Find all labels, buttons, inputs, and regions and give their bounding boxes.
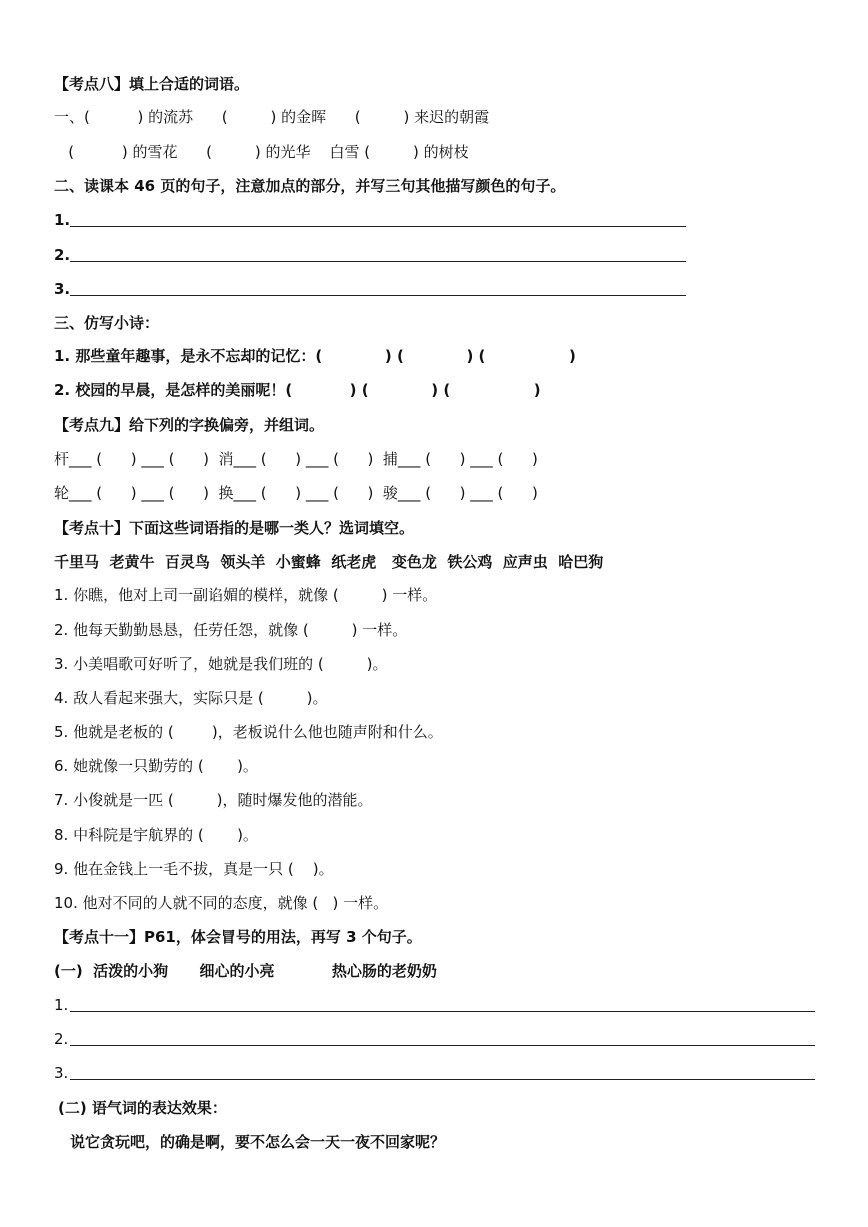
write-line-2[interactable] <box>70 261 686 262</box>
section-10-item-6: 6. 她就像一只勤劳的 ( )。 <box>54 757 258 775</box>
s11-write-label-3: 3. <box>54 1064 69 1082</box>
section-10-item-8: 8. 中科院是宇航界的 ( )。 <box>54 826 258 844</box>
write-line-label-2: 2. <box>54 246 71 264</box>
section-10-item-3: 3. 小美唱歌可好听了，她就是我们班的 ( )。 <box>54 655 388 673</box>
section-9-row-1: 杆___ ( ) ___ ( ) 消___ ( ) ___ ( ) 捕___ ( ) ___ ( ) <box>54 450 538 468</box>
section-10-item-10: 10. 他对不同的人就不同的态度，就像 ( ) 一样。 <box>54 894 389 912</box>
section-10-item-7: 7. 小俊就是一匹 ( )，随时爆发他的潜能。 <box>54 791 373 809</box>
section-11-sentence: 说它贪玩吧，的确是啊，要不怎么会一天一夜不回家呢？ <box>70 1133 446 1151</box>
section-11-heading: 【考点十一】P61，体会冒号的用法，再写 3 个句子。 <box>54 928 422 946</box>
write-line-label-1: 1. <box>54 211 71 229</box>
section-8-heading: 【考点八】填上合适的词语。 <box>54 75 250 93</box>
section-8-row-1: 一、( ) 的流苏 ( ) 的金晖 ( ) 来迟的朝霞 <box>54 108 490 126</box>
section-8b-heading: 二、读课本 46 页的句子，注意加点的部分，并写三句其他描写颜色的句子。 <box>54 177 566 195</box>
section-11-sub-2: (二) 语气词的表达效果： <box>58 1099 227 1117</box>
s11-write-line-3[interactable] <box>70 1079 815 1080</box>
section-10-item-1: 1. 你瞧，他对上司一副谄媚的模样，就像 ( ) 一样。 <box>54 586 438 604</box>
s11-write-line-1[interactable] <box>70 1011 815 1012</box>
section-8c-heading: 三、仿写小诗： <box>54 314 160 332</box>
s11-write-label-1: 1. <box>54 996 69 1014</box>
s11-write-line-2[interactable] <box>70 1045 815 1046</box>
section-11-sub-1: (一) 活泼的小狗 细心的小亮 热心肠的老奶奶 <box>54 962 437 980</box>
section-10-item-2: 2. 他每天勤勤恳恳，任劳任怨，就像 ( ) 一样。 <box>54 621 408 639</box>
poem-line-2: 2. 校园的早晨，是怎样的美丽呢！( ) ( ) ( ) <box>54 381 541 399</box>
write-line-3[interactable] <box>70 295 686 296</box>
s11-write-label-2: 2. <box>54 1030 69 1048</box>
write-line-label-3: 3. <box>54 280 71 298</box>
section-10-heading: 【考点十】下面这些词语指的是哪一类人？选词填空。 <box>54 519 415 537</box>
section-10-item-9: 9. 他在金钱上一毛不拔，真是一只 ( )。 <box>54 860 334 878</box>
section-10-item-5: 5. 他就是老板的 ( )，老板说什么他也随声附和什么。 <box>54 723 443 741</box>
section-9-heading: 【考点九】给下列的字换偏旁，并组词。 <box>54 416 325 434</box>
poem-line-1: 1. 那些童年趣事，是永不忘却的记忆：( ) ( ) ( ) <box>54 347 576 365</box>
write-line-1[interactable] <box>70 226 686 227</box>
section-10-item-4: 4. 敌人看起来强大，实际只是 ( )。 <box>54 689 328 707</box>
section-9-row-2: 轮___ ( ) ___ ( ) 换___ ( ) ___ ( ) 骏___ ( ) ___ ( ) <box>54 484 538 502</box>
section-10-word-bank: 千里马 老黄牛 百灵鸟 领头羊 小蜜蜂 纸老虎 变色龙 铁公鸡 应声虫 哈巴狗 <box>54 553 604 571</box>
section-8-row-2: ( ) 的雪花 ( ) 的光华 白雪 ( ) 的树枝 <box>54 143 469 161</box>
